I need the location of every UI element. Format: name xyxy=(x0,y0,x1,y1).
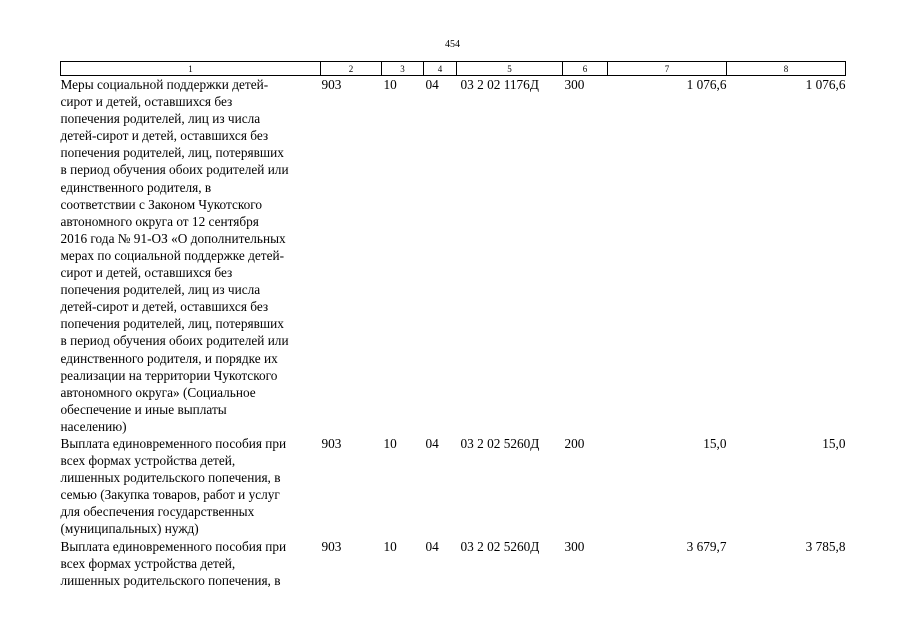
row-amount-1: 15,0 xyxy=(703,435,727,451)
row-ministry-code: 903 xyxy=(321,435,342,451)
column-header-6: 6 xyxy=(563,62,608,76)
column-header-4: 4 xyxy=(424,62,457,76)
row-description: Меры социальной поддержки детей- сирот и детей, оставшихся без попечения родителей, лиц из числа детей-сирот и детей, оставшихся без попечения родителей, лиц, потерявших в период обучения обоих родителей или единственного родителя, в соответствии с Законом Чукотского автономного округа от 12 сентября 2016 года № 91-ОЗ «О дополнительных мерах по социальной поддержке детей- сирот и детей, оставшихся без попечения родителей, лиц из числа детей-сирот и детей, оставшихся без попечения родителей, лиц, потерявших в период обучения обоих родителей или единственного родителя, и порядке их реализации на территории Чукотского автономного округа» (Социальное обеспечение и иные выплаты населению) xyxy=(60,77,289,434)
row-subsection-code: 04 xyxy=(425,538,439,554)
table-row xyxy=(61,76,846,435)
row-target-article: 03 2 02 1176Д xyxy=(460,77,539,92)
row-description: Выплата единовременного пособия при всех формах устройства детей, лишенных родительского попечения, в xyxy=(60,538,287,588)
row-ministry-code: 903 xyxy=(321,538,342,554)
column-header-5: 5 xyxy=(457,62,563,76)
row-amount-2: 1 076,6 xyxy=(805,77,846,92)
row-expense-type: 300 xyxy=(564,77,585,92)
row-description: Выплата единовременного пособия при всех формах устройства детей, лишенных родительского попечения, в семью (Закупка товаров, работ и услуг для обеспечения государственных (муниципальных) нужд) xyxy=(60,435,287,537)
row-amount-1: 1 076,6 xyxy=(686,77,727,92)
row-target-article: 03 2 02 5260Д xyxy=(460,435,540,451)
row-target-article: 03 2 02 5260Д xyxy=(460,538,540,554)
column-header-3: 3 xyxy=(382,62,424,76)
row-amount-2: 15,0 xyxy=(822,435,846,451)
column-header-1: 1 xyxy=(61,62,321,76)
row-expense-type: 200 xyxy=(564,435,585,451)
column-header-8: 8 xyxy=(727,62,846,76)
row-expense-type: 300 xyxy=(564,538,585,554)
row-ministry-code: 903 xyxy=(321,77,342,92)
row-section-code: 10 xyxy=(383,538,397,554)
table-row xyxy=(61,538,846,589)
row-subsection-code: 04 xyxy=(425,435,439,451)
column-header-2: 2 xyxy=(321,62,382,76)
row-section-code: 10 xyxy=(383,435,397,451)
budget-table xyxy=(60,61,846,589)
column-header-7: 7 xyxy=(608,62,727,76)
header-row xyxy=(61,62,846,76)
table-row xyxy=(61,435,846,538)
row-amount-2: 3 785,8 xyxy=(805,538,846,554)
page-number: 454 xyxy=(445,39,460,50)
row-subsection-code: 04 xyxy=(425,77,439,92)
row-amount-1: 3 679,7 xyxy=(686,538,727,554)
row-section-code: 10 xyxy=(383,77,397,92)
